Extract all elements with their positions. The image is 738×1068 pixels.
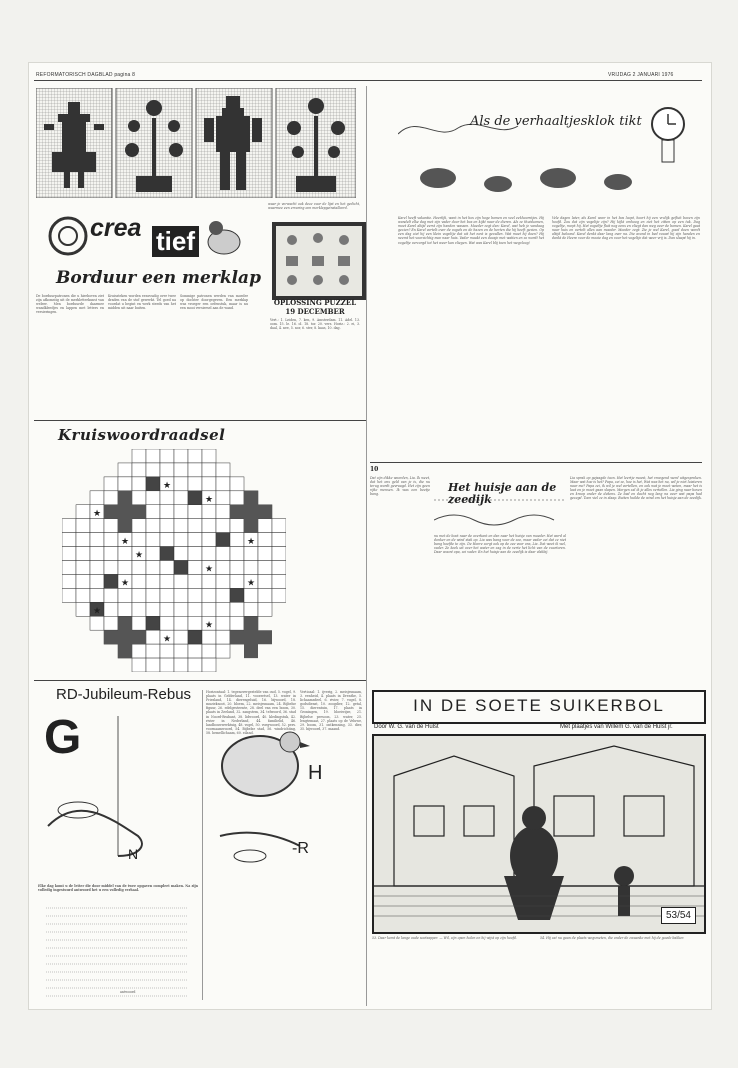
crossword-cell [104,588,118,602]
crossword-cell [216,561,230,575]
crossword-cell [160,547,174,561]
crossword-cell [202,630,216,644]
crossword-clues-horizontal: Horizontaal: 1. tegenovergestelde van oud, 5. vogel, 9. plaats in Gelderland, 11. voorzetsel, 13. water in Friesland, 14. dierengeluid, 16. bijwoord, 18. muzieknoot, 20. bloem, 22. meisjesnaam, 24. Bijbelse figuur, 26. edelgesteente, 28. deel van een boom, 30. plaats in Zeeland, 32. zangstem, 34. telwoord, 36. stad in Noord-Brabant, 38. lidwoord, 40. kledingstuk, 42. rivier in Nederland, 44. familielid, 46. landbouwwerktuig, 48. vogel, 50. voegwoord, 52. pers. voornaamwoord, 54. Bijbelse stad, 56. windrichting, 58. hemellichaam, 60. eiland. [206,690,296,735]
crossword-cell [188,658,202,672]
crossword-cell [146,658,160,672]
crossword-title: Kruiswoordraadsel [58,426,226,444]
rebus-instruction: Elke dag komt u de letter die door middel van de twee opgaven compleet maken. Na zijn volledig ingestuurd antwoord het u een volledig verhaal. [38,884,198,893]
suikerbol-caption-53: 53. Daar komt de lange oude soetsapper. — Wil, zijn open holen en hij wijst op zijn hoofd. [372,936,517,940]
crossword-cell [160,616,174,630]
crossword-cell [146,574,160,588]
crossword-cell [188,561,202,575]
crossword-cell [188,547,202,561]
crossword-cell [146,533,160,547]
crossword-cell [188,533,202,547]
crossword-cell [202,505,216,519]
crossword-cell [146,477,160,491]
crossword-star-icon: ★ [162,634,172,645]
crossword-cell [174,519,188,533]
crossword-cell [132,602,146,616]
page-header-left: REFORMATORISCH DAGBLAD pagina 8 [36,72,136,78]
crossword-cell [216,630,230,644]
framed-sampler-photo [272,222,366,300]
crossword-cell [118,588,132,602]
crossword-cell [188,519,202,533]
crossword-cell [132,449,146,463]
crossword-cell [90,491,104,505]
crossword-cell [132,519,146,533]
crossword-cell [146,561,160,575]
crossword-cell [160,491,174,505]
crossword-cell [132,561,146,575]
crossword-cell [202,602,216,616]
suikerbol-title-box [372,690,706,724]
crossword-cell [202,644,216,658]
crossword-cell [146,588,160,602]
rebus-title: RD-Jubileum-Rebus [56,686,192,703]
crossword-cell [174,574,188,588]
yarn-decoration [46,208,246,262]
crossword-cell [202,547,216,561]
crossword-cell [62,561,76,575]
crossword-cell [230,588,244,602]
crossword-cell [188,574,202,588]
huisje-text-column-3: Lia sprak op gejaagde toon. Het leertje moest, het vroegend werd uitgesproken. Maar wat hoe is het? Papa, zei ze, hoe is het, Wat was het nu, wil je niet luisteren naar me? Papa zei, ik wil je wel vertellen, en ook wat je moet weten, maar het is laat en je moet gaan slapen. Morgen zal ik je alles vertellen. Lia ging naar boven en kroop onder de dekens. Ze bad en dacht nog lang na over wat papa had gezegd. Toen viel ze in slaap. Buiten huilde de wind om het huisje aan de zeedijk. [570,476,702,501]
crossword-star-icon: ★ [92,508,102,519]
solution-date: 19 DECEMBER [285,307,345,316]
rebus-letter-g: G [44,711,82,764]
crossword-cell [230,616,244,630]
header-rule [34,80,702,81]
huisje-title-box [434,480,564,530]
crossword-cell [76,519,90,533]
puzzle-solution-box [270,298,360,358]
crossword-cell [258,547,272,561]
suikerbol-panel-number: 53/54 [661,907,696,924]
crossword-cell [104,519,118,533]
crossword-cell [90,561,104,575]
crossword-cell [146,547,160,561]
crossword-cell [216,574,230,588]
crossword-cell [104,616,118,630]
crossword-cell [202,449,216,463]
crossword-cell [174,616,188,630]
crossword-cell [272,574,286,588]
crossword-cell [258,519,272,533]
crossword-cell [160,463,174,477]
verhaaltjesklok-title: Als de verhaaltjesklok tikt [470,114,642,129]
crossword-cell [90,547,104,561]
crossword-cell [132,477,146,491]
sampler-motifs [276,226,362,296]
crossword-cell [174,533,188,547]
embroidery-patterns [36,88,356,198]
crossword-cell [230,477,244,491]
page-header-right: VRIJDAG 2 JANUARI 1976 [608,72,674,78]
crossword-star-icon: ★ [134,550,144,561]
crossword-cell [90,519,104,533]
crossword-cell [146,449,160,463]
crossword-cell [230,491,244,505]
crossword-cell [202,574,216,588]
crossword-cell [258,533,272,547]
crossword-cell [146,491,160,505]
crossword-cell [160,644,174,658]
crossword-cell [76,574,90,588]
crossword-cell [146,602,160,616]
rebus-letter-r: -R [292,840,309,857]
crossword-cell [160,574,174,588]
crossword-cell [146,463,160,477]
article-text-column-1: De borduurpatronen die u hierboven ziet zijn afkomstig uit de merkletterkunst van weleer. Men borduurde daarmee wandkleedjes en lappen met letters en versieringen. [36,294,104,315]
suikerbol-title: IN DE SOETE SUIKERBOL [413,696,665,715]
crossword-cell [216,616,230,630]
photo-caption: waar je verwacht ook deze voor de lijst en het gedicht, waarmee een ervaring een merklapgeinstalleerd. [268,202,360,211]
crossword-cell [258,602,272,616]
crossword-star-icon: ★ [162,481,172,492]
article-text-column-3: Sommige patronen werden van moeder op dochter doorgegeven. Een merklap was vroeger een oefenstuk, maar is nu een mooi versiersel aan de wand. [180,294,248,311]
crossword-cell [62,588,76,602]
crossword-cell [104,533,118,547]
crossword-cell [90,588,104,602]
crossword-cell [230,574,244,588]
crossword-cell [76,533,90,547]
crossword-cell [160,533,174,547]
crossword-cell [146,616,160,630]
crossword-cell [174,477,188,491]
crossword-cell [160,519,174,533]
crossword-cell [174,602,188,616]
crossword-star-icon: ★ [120,578,130,589]
crossword-cell [174,630,188,644]
crossword-cell [174,561,188,575]
suikerbol-caption-54: 54. Hij zat nu gaan de plaats wegsmeten, die onder de zwaanke met hij de goede bakker. [540,936,685,940]
crossword-cell [230,519,244,533]
crossword-cell [62,574,76,588]
crossword-cell [244,602,258,616]
crossword-cell [202,519,216,533]
crossword-cell [216,505,230,519]
crossword-cell [258,588,272,602]
crossword-cell [188,477,202,491]
crossword-cell [160,658,174,672]
crossword-cell [174,658,188,672]
crossword-cell [188,616,202,630]
crossword-cell [76,602,90,616]
suikerbol-illustration [372,734,706,934]
story-text-column-2: Vele dagen later, als Karel weer in het bos loopt, hoort hij een vrolijk gefluit boven zijn hoofd. Zou dat zijn vogeltje zijn? Hij kijkt omhoog en ziet het zitten op een tak. Dag vogeltje, roept hij. Het vogeltje fluit nog eens en vliegt dan weg over de bomen. Karel gaat naar huis en vertelt alles aan moeder. Moeder zegt: Zie je wel Karel, goed doen wordt altijd beloond. Karel denkt daar lang over na. Die avond in bed vouwt hij zijn handen en dankt de Heere voor de mooie dag en voor het vogeltje dat weer vrij is. Dan slaapt hij in. [552,216,700,241]
crossword-clues-vertical: Verticaal: 1. ijverig, 2. meisjesnaam, 3. eenheid, 4. plaats in Drenthe, 5. lichaamsdeel, 6. rivier, 7. vogel, 8. godsdienst, 10. zoogdier, 12. getal, 15. dierentuin, 17. plaats in Groningen, 19. bloeiwijze, 21. Bijbelse persoon, 23. water, 25. lengtemaat, 27. plaats op de Veluwe, 29. boom, 31. ontkenning, 33. dier, 35. bijwoord, 37. maand. [300,690,362,731]
crossword-cell [188,491,202,505]
crossword-cell [216,519,230,533]
crossword-cell [272,519,286,533]
crossword-cell [216,547,230,561]
crossword-cell [202,463,216,477]
rebus-top-rule [34,680,366,681]
crossword-top-rule [34,420,366,421]
crossword-cell [244,561,258,575]
crossword-cell [146,519,160,533]
crossword-cell [118,561,132,575]
crossword-cell [132,658,146,672]
crossword-cell [90,533,104,547]
crossword-star-icon: ★ [204,620,214,631]
crossword-cell [174,463,188,477]
crossword-cell [104,491,118,505]
creatief-logo [46,208,246,262]
crossword-cell [174,547,188,561]
crossword-cell [188,644,202,658]
crossword-cell [76,588,90,602]
crossword-cell [160,561,174,575]
crossword-cell [62,519,76,533]
crossword-cell [188,463,202,477]
crossword-star-icon: ★ [204,494,214,505]
crossword-cell [216,602,230,616]
crossword-cell [230,533,244,547]
crossword-cell [62,547,76,561]
suikerbol-byline-left: Door W. G. van de Hulst [374,724,439,730]
crossword-cell [188,505,202,519]
crossword-cell [216,644,230,658]
center-column-rule [366,86,367,1006]
page-number-10: 10 [370,466,379,473]
clue-divider [202,690,203,1000]
crossword-cell [216,463,230,477]
crossword-cell [188,588,202,602]
crossword-cell [202,533,216,547]
crossword-star-icon: ★ [246,578,256,589]
huisje-text-column-1: Dat zijn dikke woorden, Lia. Ik weet, dat het ons geld van je is, die nu terug wordt gevraagd. Het zijn geen rijke mensen. Ik was een beetje bang. [370,476,430,497]
rebus-illustration [38,706,198,876]
crossword-cell [104,561,118,575]
crossword-cell [160,449,174,463]
crossword-cell [188,602,202,616]
creatief-word2: tief [152,226,199,257]
crossword-cell [146,644,160,658]
crossword-cell [272,533,286,547]
crossword-star-icon: ★ [246,536,256,547]
article-text-column-2: Kruissteken worden eenvoudig over twee draden van de stof gewerkt. Tel goed na voordat u begint en werk steeds van het midden uit naar buiten. [108,294,176,311]
crossword-cell [132,588,146,602]
solution-text: Vert.: 1. Leiden, 7. ken, 9. Amsterdam. 11. Adel. 13. oom. 15. le. 16. ol. 18. tor. 20. vers. Horiz.: 2. ei, 3. daal, 4. nee, 5. nor, 6. ster, 8. kaas, 10. dag. [270,318,360,331]
story-text-column-1: Karel heeft vakantie. Heerlijk, want in het bos zijn hoge bomen en veel eekhoorntjes. Hij wandelt elke dag met zijn vader door het bos en kijkt naar de dieren. Als ze thuiskomen, moet Karel altijd eerst zijn handen wassen. Moeder zegt dan: Karel, wat heb je vandaag gezien? En Karel vertelt over de vogels en de hazen en de herten die hij heeft gezien. Op een dag ziet hij een klein vogeltje dat uit het nest is gevallen. Wat moet hij doen? Hij neemt het voorzichtig mee naar huis. Vader maakt een doosje met watten en zo wordt het vogeltje verzorgd tot het weer kan vliegen. Wat was Karel blij toen het wegvloog! [398,216,544,245]
crossword-cell [174,588,188,602]
crossword-cell [132,463,146,477]
crossword-cell [230,561,244,575]
rebus-answer-label: antwoord [120,990,136,994]
crossword-cell [104,574,118,588]
crossword-cell [216,533,230,547]
crossword-cell [118,477,132,491]
suikerbol-scene-drawing [374,736,704,932]
crossword-cell [160,588,174,602]
crossword-cell [132,491,146,505]
crossword-cell [244,547,258,561]
crossword-cell [244,588,258,602]
rebus-hand-drawing [38,706,198,866]
crossword-cell [90,574,104,588]
crossword-cell [188,449,202,463]
crossword-cell [174,644,188,658]
suikerbol-byline-right: Met plaatjes van Willem G. van de Hulst jr. [560,724,673,730]
crossword-cell [160,505,174,519]
huisje-title: Het huisje aan de zeedijk [448,481,557,506]
verhaaltjesklok-banner [398,98,698,208]
crossword-cell [62,533,76,547]
crossword-cell [230,602,244,616]
crossword-grid [62,449,286,672]
crossword-cell [104,477,118,491]
crossword-cell [132,574,146,588]
crossword-cell [258,561,272,575]
crossword-cell [230,547,244,561]
crossword-cell [104,547,118,561]
crossword-cell [216,491,230,505]
crossword-cell [132,616,146,630]
crossword-cell [118,463,132,477]
crossword-cell [216,588,230,602]
crossword-cell [174,491,188,505]
crossword-cell [202,588,216,602]
crossword-cell [76,547,90,561]
rebus-answer-lines [38,902,198,1002]
crossword-cell [202,658,216,672]
creatief-word1: crea [90,214,142,242]
crossword-cell [104,602,118,616]
crossword-cell [272,561,286,575]
crossword-cell [90,616,104,630]
crossword-cell [118,602,132,616]
crossword-cell [132,533,146,547]
crossword-star-icon: ★ [204,564,214,575]
huisje-text-column-2: nu met de boot naar de overkant en dan naar het huisje van moeder. Het werd al donker en de wind stak op. Lia was bang voor de zee, maar vader zei dat ze niet bang hoefde te zijn. De Heere zorgt ook op de zee voor ons, Lia. Dat weet ik wel, vader. Ze keek uit over het water en zag in de verte het licht van de vuurtoren. Daar woont opa, zei vader. En het huisje aan de zeedijk is daar vlakbij. [434,534,566,555]
crossword-cell [272,547,286,561]
crossword-cell [76,505,90,519]
crossword-cell [216,477,230,491]
crossword-cell [174,505,188,519]
crossword-cell [174,449,188,463]
crossword-cell [146,630,160,644]
rebus-letter-h: H [308,762,323,784]
rebus-letter-n: N [128,846,139,862]
crossword-cell [188,630,202,644]
crossword-star-icon: ★ [92,606,102,617]
crossword-cell [132,644,146,658]
borduur-headline: Borduur een merklap [56,268,261,288]
crossword-cell [258,574,272,588]
crossword-cell [160,602,174,616]
crossword-cell [202,477,216,491]
crossword-cell [146,505,160,519]
crossword-cell [272,588,286,602]
crossword-cell [76,561,90,575]
story-bottom-rule [370,462,702,463]
solution-title: OPLOSSING PUZZEL [273,298,357,307]
crossword-star-icon: ★ [120,536,130,547]
crossword-cell [118,547,132,561]
